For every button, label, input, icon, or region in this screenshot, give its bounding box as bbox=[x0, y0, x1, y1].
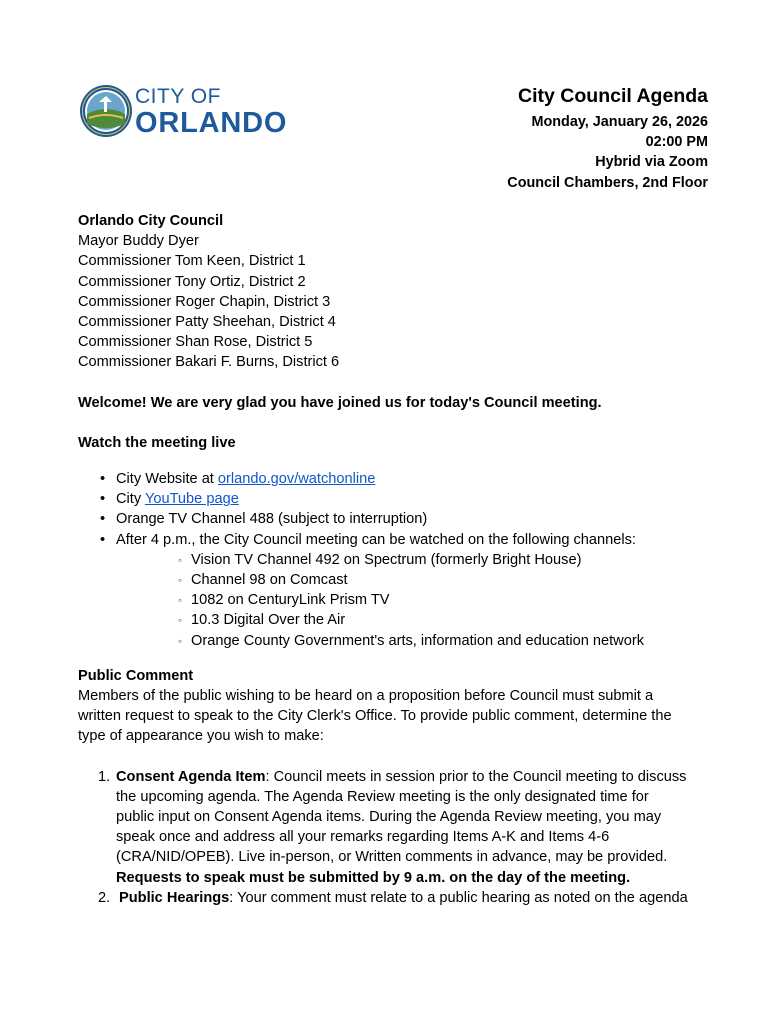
item-text: public input on Consent Agenda items. During the Agenda Review meeting, you may bbox=[116, 809, 662, 826]
council-member-list bbox=[78, 231, 718, 372]
item-text: speak once and address all your remarks regarding Items A-K and Items 4-6 bbox=[116, 829, 610, 846]
list-item bbox=[78, 469, 718, 489]
item-number: 1. bbox=[98, 768, 111, 785]
intro-line: written request to speak to the City Clerk's Office. To provide public comment, determine the bbox=[78, 708, 672, 725]
council-member: Commissioner Roger Chapin, District 3 bbox=[78, 293, 331, 310]
item-text: the upcoming agenda. The Agenda Review meeting is the only designated time for bbox=[116, 788, 649, 805]
list-item bbox=[78, 489, 718, 509]
council-member: Commissioner Bakari F. Burns, District 6 bbox=[78, 354, 340, 371]
deadline-note: Requests to speak must be submitted by 9 a.m. on the day of the meeting. bbox=[116, 869, 631, 886]
logo-line-orlando: ORLANDO bbox=[135, 107, 288, 139]
council-member: Commissioner Patty Sheehan, District 4 bbox=[78, 314, 336, 331]
council-member: Commissioner Shan Rose, District 5 bbox=[78, 334, 313, 351]
meeting-time: 02:00 PM bbox=[645, 134, 708, 151]
website-prefix: City Website at bbox=[116, 471, 218, 488]
intro-line: type of appearance you wish to make: bbox=[78, 728, 324, 745]
logo-wordmark bbox=[135, 86, 287, 138]
channel-item: ◦ Orange County Government's arts, information and education network bbox=[116, 631, 718, 651]
page-title: City Council Agenda bbox=[518, 85, 708, 107]
youtube-prefix: City bbox=[116, 491, 145, 508]
meeting-format: Hybrid via Zoom bbox=[595, 154, 708, 171]
intro-line: Members of the public wishing to be heard on a proposition before Council must submit a bbox=[78, 688, 654, 705]
item-text: : Your comment must relate to a public hearing as noted on the agenda bbox=[229, 889, 688, 906]
council-member: Commissioner Tony Ortiz, District 2 bbox=[78, 273, 306, 290]
council-heading: Orlando City Council bbox=[78, 213, 224, 229]
after-4pm-text: After 4 p.m., the City Council meeting can be watched on the following channels: bbox=[116, 531, 636, 548]
appearance-types-list bbox=[78, 767, 718, 908]
public-comment-intro bbox=[78, 686, 718, 747]
item-text: : Council meets in session prior to the Council meeting to discuss bbox=[265, 768, 687, 785]
watchonline-link[interactable]: orlando.gov/watchonline bbox=[217, 471, 376, 488]
city-seal-icon bbox=[79, 84, 133, 138]
list-item: • Orange TV Channel 488 (subject to interruption) bbox=[78, 509, 718, 529]
meeting-header bbox=[507, 84, 708, 193]
city-logo bbox=[79, 84, 299, 140]
meeting-date: Monday, January 26, 2026 bbox=[531, 114, 708, 130]
watch-heading: Watch the meeting live bbox=[78, 434, 236, 451]
list-item-consent-agenda bbox=[78, 767, 718, 888]
youtube-link[interactable]: YouTube page bbox=[144, 491, 239, 508]
item-number: 2. bbox=[98, 889, 111, 906]
channel-item: ◦ Vision TV Channel 492 on Spectrum (formerly Bright House) bbox=[116, 550, 718, 570]
list-item-public-hearings bbox=[78, 888, 718, 908]
item-title: Public Hearings bbox=[119, 889, 230, 906]
channel-item: ◦ Channel 98 on Comcast bbox=[116, 570, 718, 590]
meeting-location: Council Chambers, 2nd Floor bbox=[507, 174, 708, 191]
watch-options-list bbox=[78, 469, 718, 651]
agenda-body bbox=[78, 211, 718, 908]
list-item bbox=[78, 530, 718, 651]
channel-item: ◦ 10.3 Digital Over the Air bbox=[116, 610, 718, 630]
item-title: Consent Agenda Item bbox=[116, 768, 266, 785]
channel-list bbox=[116, 550, 718, 651]
public-comment-heading: Public Comment bbox=[78, 667, 194, 684]
council-member: Commissioner Tom Keen, District 1 bbox=[78, 253, 306, 270]
channel-item: ◦ 1082 on CenturyLink Prism TV bbox=[116, 590, 718, 610]
item-text: (CRA/NID/OPEB). Live in-person, or Written comments in advance, may be provided. bbox=[116, 849, 668, 866]
welcome-message: Welcome! We are very glad you have joined us for today's Council meeting. bbox=[78, 394, 602, 411]
council-member: Mayor Buddy Dyer bbox=[78, 233, 199, 250]
logo-line-city-of: CITY OF bbox=[135, 85, 221, 108]
